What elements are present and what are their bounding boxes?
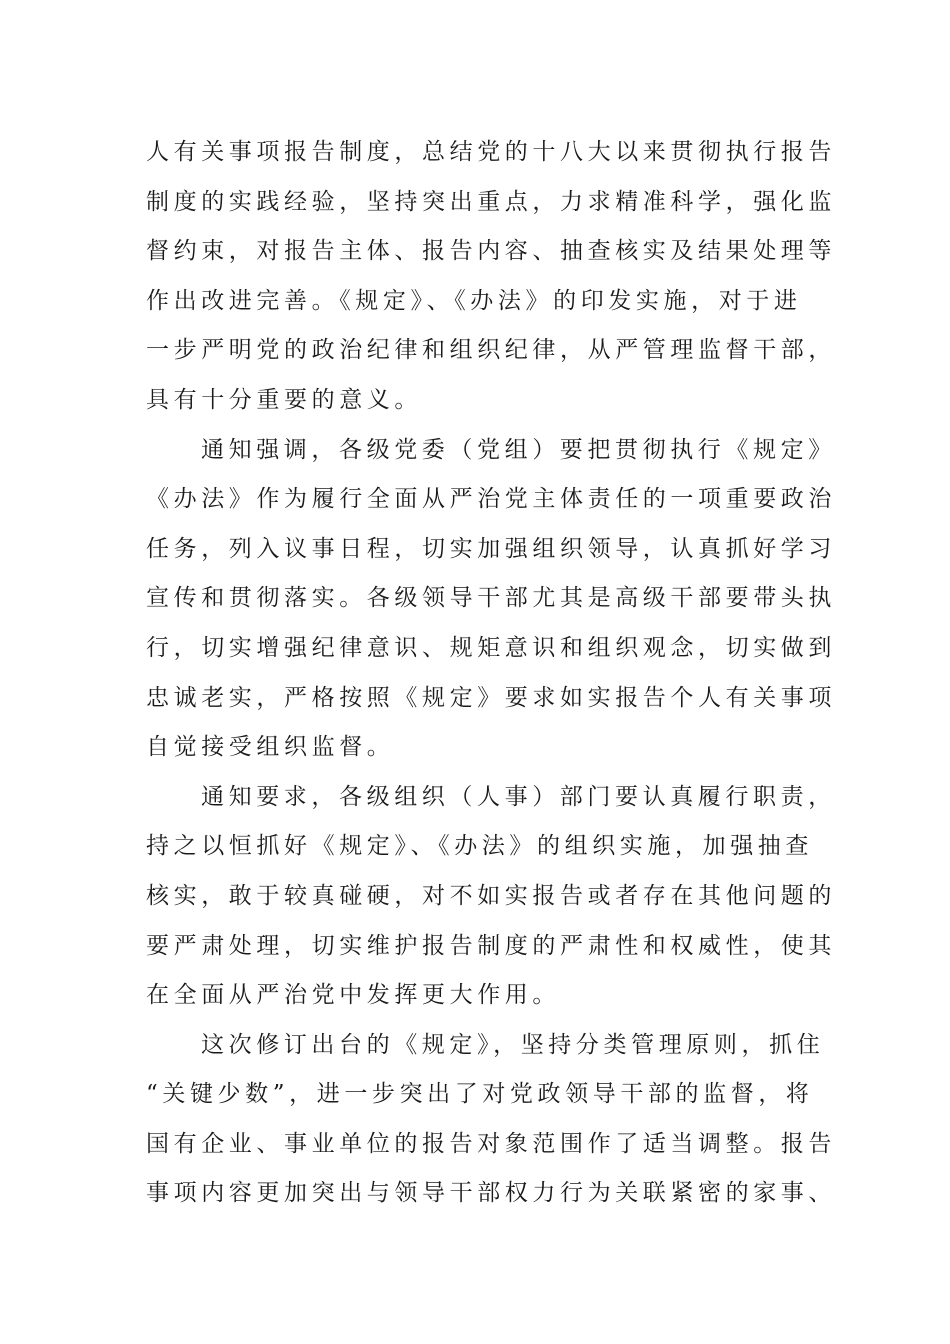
text-line: 自觉接受组织监督。 — [146, 734, 395, 761]
text-line: 核实，敢于较真碰硬，对不如实报告或者存在其他问题的 — [146, 882, 836, 909]
text-line: 任务，列入议事日程，切实加强组织领导，认真抓好学习 — [146, 535, 836, 562]
text-line: 事项内容更加突出与领导干部权力行为关联紧密的家事、 — [146, 1180, 836, 1207]
text-line: 宣传和贯彻落实。各级领导干部尤其是高级干部要带头执 — [146, 585, 836, 612]
text-line: 在全面从严治党中发挥更大作用。 — [146, 982, 560, 1009]
text-line: 制度的实践经验，坚持突出重点，力求精准科学，强化监 — [146, 188, 836, 215]
text-line: 行，切实增强纪律意识、规矩意识和组织观念，切实做到 — [146, 634, 836, 661]
text-line: 督约束，对报告主体、报告内容、抽查核实及结果处理等 — [146, 238, 836, 265]
paragraph-first-line: 这次修订出台的《规定》，坚持分类管理原则，抓住 — [201, 1031, 825, 1058]
text-line: 具有十分重要的意义。 — [146, 386, 422, 413]
text-line: 要严肃处理，切实维护报告制度的严肃性和权威性，使其 — [146, 932, 836, 959]
paragraph-first-line: 通知强调，各级党委（党组）要把贯彻执行《规定》 — [201, 436, 836, 463]
text-line: 《办法》作为履行全面从严治党主体责任的一项重要政治 — [146, 486, 836, 513]
text-line: 忠诚老实，严格按照《规定》要求如实报告个人有关事项 — [146, 684, 836, 711]
text-line: 作出改进完善。《规定》、《办法》的印发实施，对于进 — [146, 287, 802, 314]
text-line: 人有关事项报告制度，总结党的十八大以来贯彻执行报告 — [146, 139, 836, 165]
document-body — [146, 128, 836, 1219]
text-line: “关键少数”，进一步突出了对党政领导干部的监督，将 — [146, 1081, 814, 1108]
text-line: 国有企业、事业单位的报告对象范围作了适当调整。报告 — [146, 1130, 836, 1157]
text-line: 一步严明党的政治纪律和组织纪律，从严管理监督干部， — [146, 337, 836, 364]
text-line: 持之以恒抓好《规定》、《办法》的组织实施，加强抽查 — [146, 833, 813, 860]
paragraph-first-line: 通知要求，各级组织（人事）部门要认真履行职责， — [201, 783, 836, 810]
